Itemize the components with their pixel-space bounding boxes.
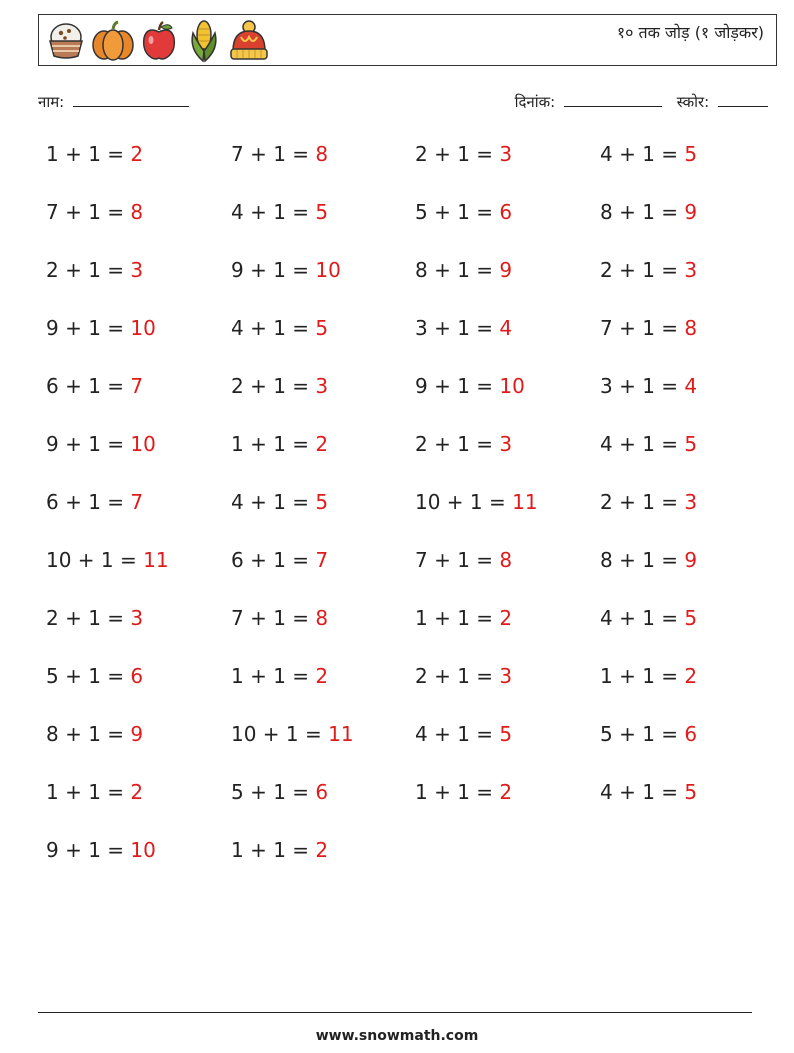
problem-question: 4 + 1 = [231, 316, 316, 340]
problem-answer: 9 [684, 548, 698, 572]
problem-answer: 10 [130, 316, 156, 340]
problem-question: 1 + 1 = [231, 838, 316, 862]
problem-question: 4 + 1 = [415, 722, 500, 746]
problem-row [46, 780, 786, 838]
problem-row [46, 664, 786, 722]
problem-row [46, 606, 786, 664]
problem-answer: 11 [143, 548, 169, 572]
problem-question: 9 + 1 = [46, 432, 131, 456]
problem-answer: 3 [130, 606, 144, 630]
problem-answer: 2 [130, 780, 144, 804]
problem [415, 548, 512, 572]
problem-row [46, 838, 786, 896]
problem-question: 8 + 1 = [415, 258, 500, 282]
problem [46, 258, 143, 282]
problem-row [46, 432, 786, 490]
problem [46, 374, 143, 398]
problem [600, 780, 697, 804]
pumpkin-icon [91, 20, 135, 62]
problem-answer: 11 [512, 490, 538, 514]
problem-answer: 5 [684, 432, 698, 456]
problem-answer: 4 [499, 316, 513, 340]
problem-question: 2 + 1 = [415, 142, 500, 166]
problem-question: 2 + 1 = [600, 258, 685, 282]
problem [231, 664, 328, 688]
problem [231, 316, 328, 340]
problem-answer: 3 [684, 490, 698, 514]
problem [600, 722, 697, 746]
problem-question: 4 + 1 = [231, 490, 316, 514]
problem-question: 9 + 1 = [46, 838, 131, 862]
problem-row [46, 200, 786, 258]
problem-question: 5 + 1 = [415, 200, 500, 224]
problem-answer: 10 [130, 432, 156, 456]
problem [600, 316, 697, 340]
problem [415, 490, 538, 514]
problem [415, 258, 512, 282]
problem-answer: 9 [130, 722, 144, 746]
problem-answer: 8 [315, 606, 329, 630]
problem-answer: 3 [130, 258, 144, 282]
problem-question: 7 + 1 = [415, 548, 500, 572]
score-blank[interactable] [718, 92, 768, 107]
problem-answer: 3 [499, 142, 513, 166]
problem-question: 10 + 1 = [415, 490, 513, 514]
date-label: दिनांक: [514, 93, 556, 111]
problem [231, 606, 328, 630]
problem-row [46, 548, 786, 606]
problem-question: 2 + 1 = [46, 606, 131, 630]
problem-row [46, 258, 786, 316]
problem-answer: 5 [684, 606, 698, 630]
problem-question: 2 + 1 = [415, 664, 500, 688]
problem [231, 374, 328, 398]
problem-answer: 8 [130, 200, 144, 224]
problem [600, 432, 697, 456]
problem-row [46, 142, 786, 200]
problem-question: 3 + 1 = [415, 316, 500, 340]
problem-answer: 2 [684, 664, 698, 688]
problem-answer: 9 [684, 200, 698, 224]
problem-question: 9 + 1 = [46, 316, 131, 340]
problem-question: 9 + 1 = [415, 374, 500, 398]
problem [415, 374, 525, 398]
problem [415, 142, 512, 166]
problem-answer: 9 [499, 258, 513, 282]
problem-question: 6 + 1 = [46, 374, 131, 398]
problem-answer: 10 [315, 258, 341, 282]
problem-question: 1 + 1 = [600, 664, 685, 688]
problem [231, 432, 328, 456]
problem-question: 4 + 1 = [600, 142, 685, 166]
problem-question: 4 + 1 = [600, 780, 685, 804]
date-score-fields [515, 92, 768, 112]
problem-answer: 3 [499, 432, 513, 456]
problem [46, 838, 156, 862]
problem-question: 6 + 1 = [46, 490, 131, 514]
problem-answer: 5 [315, 200, 329, 224]
problem-question: 5 + 1 = [600, 722, 685, 746]
problem [231, 548, 328, 572]
problem-answer: 2 [315, 432, 329, 456]
problem-question: 2 + 1 = [415, 432, 500, 456]
problem-answer: 10 [130, 838, 156, 862]
problem-answer: 5 [684, 780, 698, 804]
problem-question: 10 + 1 = [231, 722, 329, 746]
problem [231, 258, 341, 282]
problem [231, 838, 328, 862]
problem [46, 606, 143, 630]
problem-answer: 5 [315, 316, 329, 340]
problem-question: 1 + 1 = [415, 780, 500, 804]
problem [46, 722, 143, 746]
problem-answer: 6 [315, 780, 329, 804]
worksheet-title: १० तक जोड़ (१ जोड़कर) [616, 23, 764, 42]
problem [415, 780, 512, 804]
problem [46, 142, 143, 166]
problem-answer: 6 [499, 200, 513, 224]
problem-question: 7 + 1 = [600, 316, 685, 340]
problem [415, 432, 512, 456]
problem [46, 316, 156, 340]
problem-answer: 3 [499, 664, 513, 688]
problem-row [46, 374, 786, 432]
problem-answer: 6 [684, 722, 698, 746]
problem-answer: 2 [130, 142, 144, 166]
problem-answer: 2 [499, 606, 513, 630]
problem-answer: 8 [499, 548, 513, 572]
problem-question: 1 + 1 = [46, 780, 131, 804]
problem-answer: 7 [315, 548, 329, 572]
problem-question: 5 + 1 = [231, 780, 316, 804]
problem-row [46, 316, 786, 374]
problem-answer: 2 [315, 664, 329, 688]
name-blank[interactable] [73, 92, 189, 107]
problem-question: 2 + 1 = [46, 258, 131, 282]
footer-divider [38, 1012, 752, 1013]
problem-question: 7 + 1 = [46, 200, 131, 224]
problem-question: 6 + 1 = [231, 548, 316, 572]
problem [46, 664, 143, 688]
worksheet-header [38, 14, 777, 66]
problem-answer: 5 [684, 142, 698, 166]
problem-question: 8 + 1 = [600, 548, 685, 572]
problem-answer: 5 [315, 490, 329, 514]
problem-question: 10 + 1 = [46, 548, 144, 572]
problem [600, 374, 697, 398]
problem-question: 4 + 1 = [600, 432, 685, 456]
problem [231, 142, 328, 166]
problem-question: 5 + 1 = [46, 664, 131, 688]
winter-hat-icon [227, 19, 271, 63]
problem-answer: 5 [499, 722, 513, 746]
problem-answer: 6 [130, 664, 144, 688]
problem-grid [46, 142, 786, 896]
apple-icon [139, 20, 179, 62]
problem-answer: 2 [499, 780, 513, 804]
problem [46, 780, 143, 804]
cookie-basket-icon [45, 20, 87, 62]
footer-url: www.snowmath.com [315, 1028, 479, 1044]
problem [415, 606, 512, 630]
problem [600, 200, 697, 224]
problem [600, 664, 697, 688]
problem-answer: 7 [130, 490, 144, 514]
problem-question: 1 + 1 = [231, 432, 316, 456]
problem-answer: 2 [315, 838, 329, 862]
problem [46, 548, 169, 572]
problem-answer: 7 [130, 374, 144, 398]
problem [46, 490, 143, 514]
problem [415, 316, 512, 340]
name-label: नाम: [38, 93, 65, 111]
problem [46, 432, 156, 456]
problem-question: 3 + 1 = [600, 374, 685, 398]
problem-row [46, 490, 786, 548]
problem-answer: 11 [328, 722, 354, 746]
corn-icon [183, 19, 223, 63]
problem [415, 200, 512, 224]
problem [600, 548, 697, 572]
problem [600, 142, 697, 166]
problem [415, 664, 512, 688]
problem-question: 1 + 1 = [415, 606, 500, 630]
problem-question: 1 + 1 = [231, 664, 316, 688]
icon-strip [45, 19, 271, 63]
problem [600, 258, 697, 282]
problem-question: 7 + 1 = [231, 606, 316, 630]
problem-answer: 8 [315, 142, 329, 166]
problem [600, 606, 697, 630]
problem-question: 9 + 1 = [231, 258, 316, 282]
problem-question: 2 + 1 = [600, 490, 685, 514]
problem-answer: 8 [684, 316, 698, 340]
problem-question: 2 + 1 = [231, 374, 316, 398]
score-label: स्कोर: [676, 93, 710, 111]
problem-question: 8 + 1 = [600, 200, 685, 224]
problem-question: 4 + 1 = [600, 606, 685, 630]
problem-answer: 3 [315, 374, 329, 398]
problem-answer: 3 [684, 258, 698, 282]
problem [231, 200, 328, 224]
problem [415, 722, 512, 746]
problem [600, 490, 697, 514]
problem-question: 4 + 1 = [231, 200, 316, 224]
name-field [38, 92, 189, 112]
problem-question: 7 + 1 = [231, 142, 316, 166]
problem [46, 200, 143, 224]
problem [231, 722, 354, 746]
problem [231, 780, 328, 804]
problem-answer: 4 [684, 374, 698, 398]
date-blank[interactable] [564, 92, 662, 107]
problem-question: 8 + 1 = [46, 722, 131, 746]
problem-row [46, 722, 786, 780]
problem [231, 490, 328, 514]
problem-answer: 10 [499, 374, 525, 398]
problem-question: 1 + 1 = [46, 142, 131, 166]
